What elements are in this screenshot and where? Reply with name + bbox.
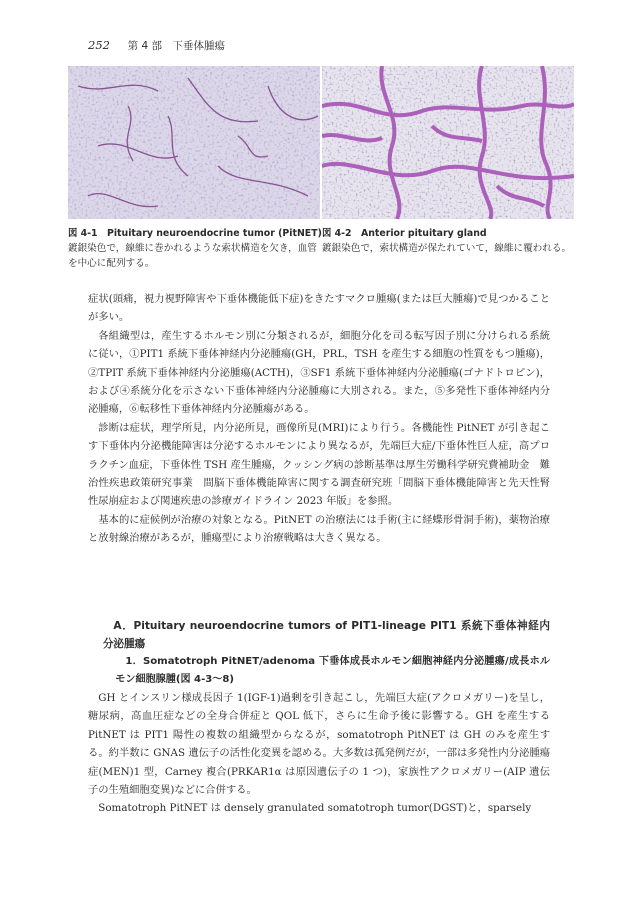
figure-4-2-micrograph: [322, 66, 574, 219]
figure-4-1-text: 鍍銀染色で，線維に巻かれるような索状構造を欠き，血管を中心に配列する。: [68, 243, 317, 269]
paragraph: 症状(頭痛，視力視野障害や下垂体機能低下症)をきたすマクロ腫瘍(または巨大腫瘍)で見つかることが多い。: [88, 293, 550, 324]
section-heading-a: A．Pituitary neuroendocrine tumors of PIT1-lineage PIT1 系統下垂体神経内分泌腫瘍: [102, 620, 550, 650]
paragraph: 各組織型は，産生するホルモン別に分類されるが，細胞分化を司る転写因子別に分けられる系統に従い，①PIT1 系統下垂体神経内分泌腫瘍(GH，PRL，TSH を産生する細胞の性質をもつ腫瘍)，②TPIT 系統下垂体神経内分泌腫瘍(ACTH)，③SF1 系統下垂体神経内分泌腫瘍(ゴナドトロピン)，および④系統分化を示さない下垂体神経内分泌腫瘍に大別される。また，⑤多発性下垂体神経内分泌腫瘍，⑥転移性下垂体神経内分泌腫瘍がある。: [88, 329, 550, 416]
figure-4-1-title: 図 4-1 Pituitary neuroendocrine tumor (PitNET): [68, 228, 322, 239]
running-header: [88, 38, 225, 53]
paragraph: 診断は症状，理学所見，内分泌所見，画像所見(MRI)により行う。各機能性 PitNET が引き起こす下垂体内分泌機能障害は分泌するホルモンにより異なるが，先端巨大症/下垂体性巨人症，高プロラクチン血症，下垂体性 TSH 産生腫瘍，クッシング病の診断基準は厚生労働科学研究費補助金 難治性疾患政策研究事業 間脳下垂体機能障害に関する調査研究班「間脳下垂体機能障害と先天性腎性尿崩症および関連疾患の診療ガイドライン 2023 年版」を参照。: [88, 421, 550, 508]
figure-4-1-micrograph: [68, 66, 320, 219]
figure-4-2-title: 図 4-2 Anterior pituitary gland: [322, 228, 487, 239]
body-text-top: [88, 290, 550, 548]
body-text-bottom: [88, 617, 550, 818]
figure-4-2-text: 鍍銀染色で，索状構造が保たれていて，線維に覆われる。: [322, 243, 572, 254]
paragraph: GH とインスリン様成長因子 1(IGF-1)過剰を引き起こし，先端巨大症(アクロメガリー)を呈し，糖尿病，高血圧症などの全身合併症と QOL 低下，さらに生命予後に影響する。GH を産生する PitNET は PIT1 陽性の複数の組織型からなるが，somatotroph PitNET は GH のみを産生する。約半数に GNAS 遺伝子の活性化変異を認める。大多数は孤発例だが，一部は多発性内分泌腫瘍症(MEN)1 型，Carney 複合(PRKAR1α は原因遺伝子の 1 つ)，家族性アクロメガリー(AIP 遺伝子の生殖細胞変異)などに合併する。: [88, 692, 550, 797]
figure-4-1-caption: [68, 226, 320, 271]
chapter-title: 第 4 部 下垂体腫瘍: [127, 40, 225, 52]
paragraph: Somatotroph PitNET は densely granulated somatotroph tumor(DGST)と，sparsely: [98, 802, 532, 815]
page-number: 252: [88, 38, 110, 52]
paragraph: 基本的に症候例が治療の対象となる。PitNET の治療法には手術(主に経蝶形骨洞手術)，薬物治療と放射線治療があるが，腫瘍型により治療戦略は大きく異なる。: [88, 513, 550, 545]
subsection-heading-1: 1．Somatotroph PitNET/adenoma 下垂体成長ホルモン細胞神経内分泌腫瘍/成長ホルモン細胞腺腫(図 4-3〜8): [115, 656, 550, 685]
figure-4-2-caption: [322, 226, 574, 256]
